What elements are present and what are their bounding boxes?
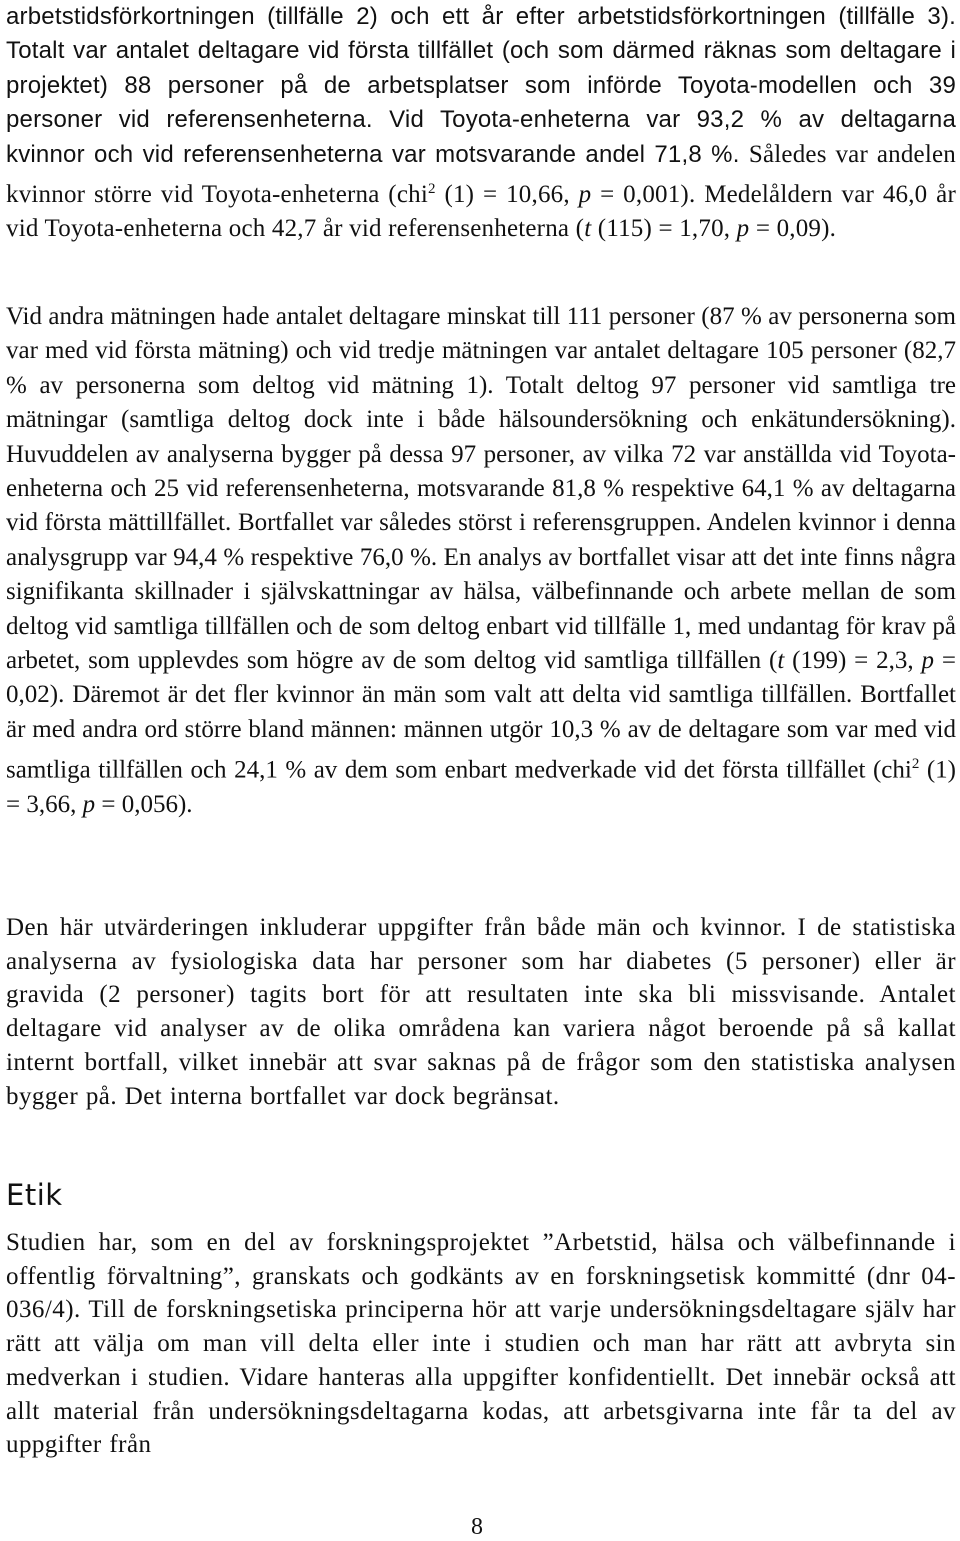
superscript-2: 2 bbox=[911, 756, 920, 773]
statistic-text: (1) = 10,66, bbox=[435, 181, 579, 209]
p-symbol: p bbox=[736, 215, 750, 243]
age-text: = 0,001). Medelåldern var 46,0 år vid Toyota-enheterna och 42,7 år vid referensenheterna ( bbox=[6, 181, 956, 243]
document-page bbox=[6, 0, 956, 1540]
t-symbol: t bbox=[777, 647, 785, 675]
paragraph-ethics: Studien har, som en del av forskningsprojektet ”Arbetstid, hälsa och välbefinnande i offentlig förvaltning”, granskats och godkänts av en forskningsetisk kommitté (dnr 04-036/4). Till de forskningsetiska principerna hör att varje undersökningsdeltagare själv har rätt att välja om man vill delta eller inte i studien och man har rätt att avbryta sin medverkan i studien. Vidare hanteras alla uppgifter konfidentiellt. Det innebär också att allt material från undersökningsdeltagarna kodas, att arbetsgivarna inte får ta del av uppgifter från bbox=[6, 1229, 956, 1459]
p-symbol: p bbox=[921, 647, 935, 675]
statistic-text: (115) = 1,70, bbox=[591, 215, 737, 243]
statistic-text: (1) = 3,66, bbox=[6, 756, 956, 819]
paragraph-dropout-continued: = 0,02). Däremot är det fler kvinnor än män som valt att delta vid samtliga tillfällen. Bortfallet är med andra ord större bland männen: männen utgör 10,3 % av de deltagare som var med vid samtliga tillfällen och 24,1 % av dem som enbart medverkade vid det första tillfället (chi bbox=[6, 647, 956, 784]
page-number: 8 bbox=[471, 1514, 483, 1540]
statistic-text: = 0,056). bbox=[95, 791, 193, 819]
section-heading-etik: Etik bbox=[6, 1178, 63, 1212]
paragraph-participants-text: arbetstidsförkortningen (tillfälle 2) och ett år efter arbetstidsförkortningen (tillfälle 3). Totalt var antalet deltagare vid första tillfället (och som därmed räknas som deltagare i projektet) 88 personer på de arbetsplatser som införde Toyota-modellen och 39 personer vid referensenheterna. Vid Toyota-enheterna var 93,2 % av deltagarna kvinnor och vid referensenheterna var motsvarande andel 71,8 %. bbox=[6, 3, 956, 168]
p-symbol: p bbox=[82, 791, 96, 819]
statistic-text: = 0,09). bbox=[749, 215, 837, 243]
p-symbol: p bbox=[578, 181, 592, 209]
statistic-text: (199) = 2,3, bbox=[784, 647, 922, 675]
chi-square-text: Således var andelen kvinnor större vid Toyota-enheterna (chi bbox=[6, 140, 956, 209]
paragraph-dropout bbox=[6, 300, 956, 822]
superscript-2: 2 bbox=[427, 181, 436, 198]
paragraph-dropout-text: Vid andra mätningen hade antalet deltagare minskat till 111 personer (87 % av personerna som var med vid första mätning) och vid tredje mätningen var antalet deltagare 105 personer (82,7 % av personerna som deltog vid mätning 1). Totalt deltog 97 personer vid samtliga tre mätningar (samtliga deltog dock inte i både hälsoundersökning och enkätundersökning). Huvuddelen av analyserna bygger på dessa 97 personer, av vilka 72 var anställda vid Toyota-enheterna och 25 vid referensenheterna, motsvarande 81,8 % respektive 64,1 % av deltagarna vid första mättillfället. Bortfallet var således störst i referensgruppen. Andelen kvinnor i denna analysgrupp var 94,4 % respektive 76,0 %. En analys av bortfallet visar att det inte finns några signifikanta skillnader i självskattningar av hälsa, välbefinnande och arbete mellan de som deltog vid samtliga tillfällen och de som deltog enbart vid tillfälle 1, med undantag för krav på arbetet, som upplevdes som högre av de som deltog vid samtliga tillfällen ( bbox=[6, 303, 956, 675]
paragraph-analysis-scope: Den här utvärderingen inkluderar uppgifter från både män och kvinnor. I de statistiska analyserna av fysiologiska data har personer som har diabetes (5 personer) eller är gravida (2 personer) tagits bort för att resultaten inte ska bli missvisande. Antalet deltagare vid analyser av de olika områdena kan variera något beroende på så kallat internt bortfall, vilket innebär att svar saknas på de frågor som den statistiska analysen bygger på. Det interna bortfallet var dock begränsat. bbox=[6, 914, 956, 1110]
paragraph-participants bbox=[6, 0, 956, 247]
t-symbol: t bbox=[584, 215, 592, 243]
